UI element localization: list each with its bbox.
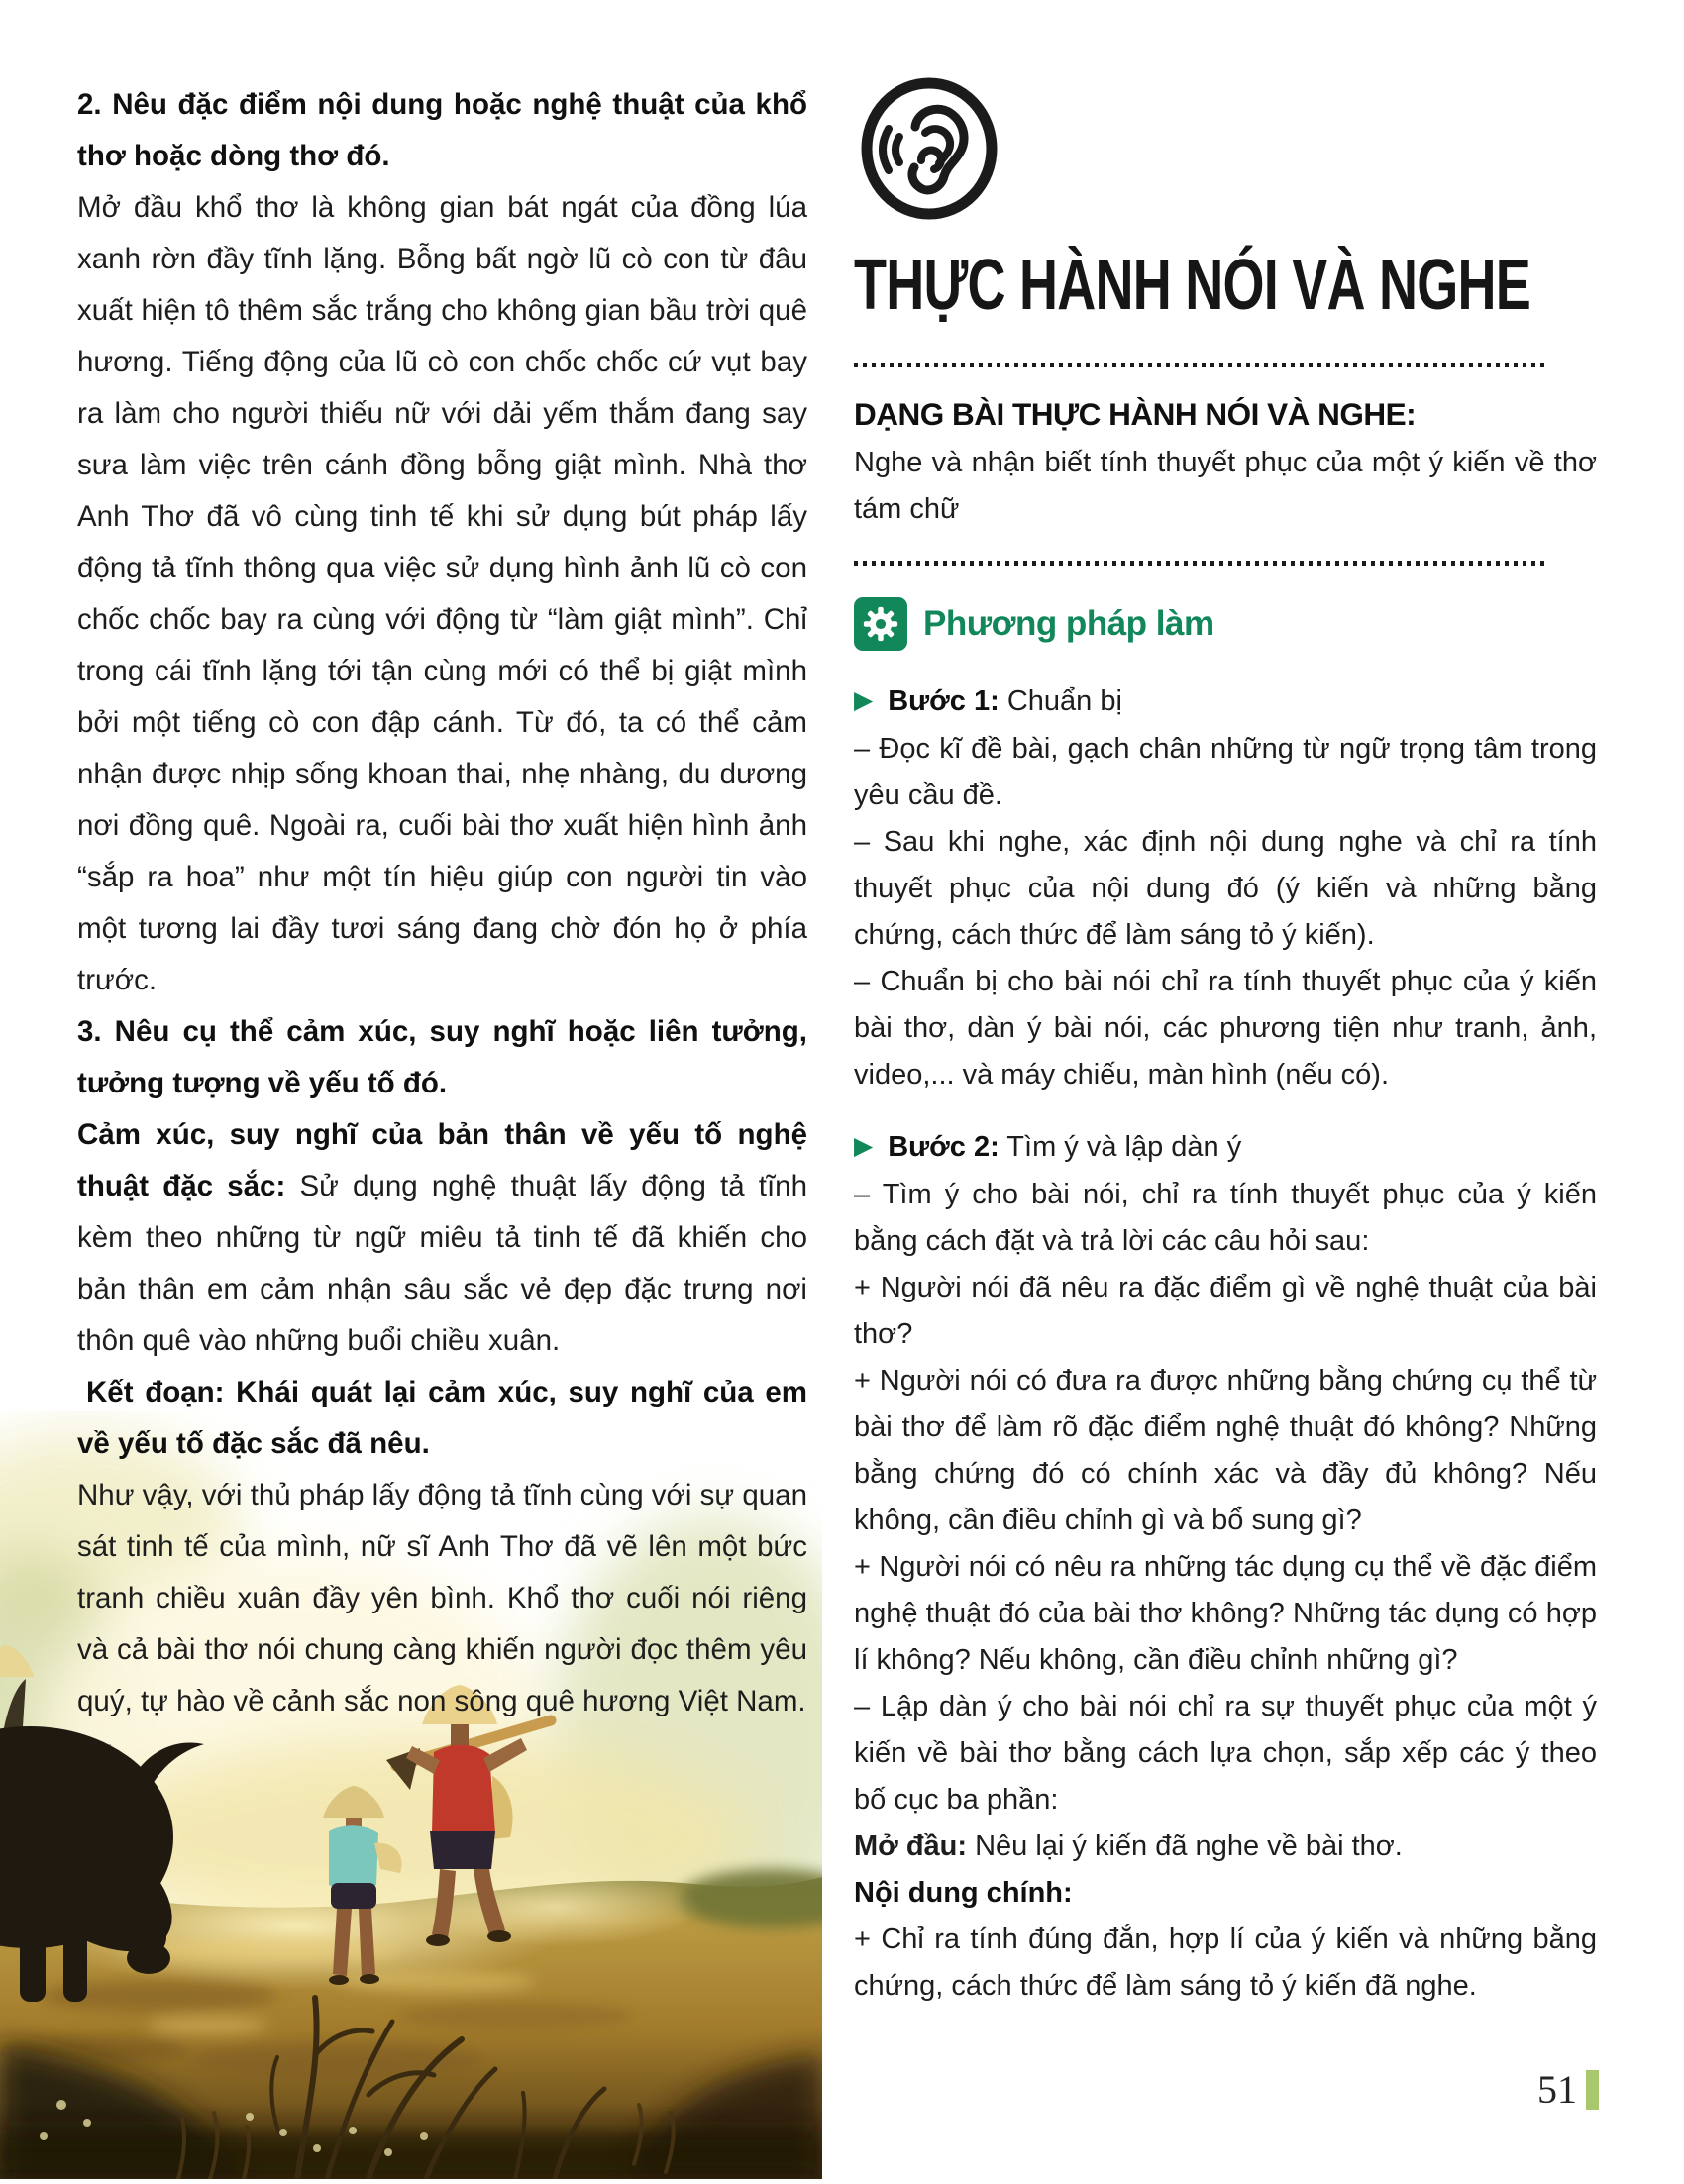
dotted-divider-top xyxy=(854,363,1544,367)
page-number: 51 xyxy=(1537,2067,1577,2112)
step-2-item: + Người nói đã nêu ra đặc điểm gì về nghệ thuật của bài thơ? xyxy=(854,1271,1597,1350)
step-1-title: Chuẩn bị xyxy=(999,684,1122,717)
item-3-body: Sử dụng nghệ thuật lấy động tả tĩnh kèm theo những từ ngữ miêu tả tinh tế đã khiến cho bản thân em cảm nhận sâu sắc vẻ đẹp đặc trưng nơi thôn quê vào những buổi chiều xuân. xyxy=(77,1170,807,1357)
step-2-item: + Người nói có đưa ra được những bằng chứng cụ thể từ bài thơ để làm rõ đặc điểm nghệ thuật đó không? Những bằng chứng đó có chính xác và đầy đủ không? Nếu không, cần điều chỉnh gì và bổ sung gì? xyxy=(854,1364,1597,1536)
right-column xyxy=(854,75,1597,2010)
triangle-bullet-icon: ▶ xyxy=(854,685,874,714)
step-1-item: – Sau khi nghe, xác định nội dung nghe và chỉ ra tính thuyết phục của nội dung đó (ý kiến và những bằng chứng, cách thức để làm sáng tỏ ý kiến). xyxy=(854,825,1597,951)
dotted-divider-bottom xyxy=(854,561,1544,566)
closing-paragraph: Như vậy, với thủ pháp lấy động tả tĩnh cùng với sự quan sát tinh tế của mình, nữ sĩ Anh Thơ đã vẽ lên một bức tranh chiều xuân đầy yên bình. Khổ thơ cuối nói riêng và cả bài thơ nói chung càng khiến người đọc thêm yêu quý, tự hào về cảnh sắc non sông quê hương Việt Nam. xyxy=(77,1479,807,1717)
conclusion-heading: Kết đoạn: Khái quát lại cảm xúc, suy nghĩ của em về yếu tố đặc sắc đã nêu. xyxy=(77,1376,807,1460)
item-2-body: Mở đầu khổ thơ là không gian bát ngát của đồng lúa xanh rờn đầy tĩnh lặng. Bỗng bất ngờ lũ cò con từ đâu xuất hiện tô thêm sắc trắng cho không gian bầu trời quê hương. Tiếng động của lũ cò con chốc chốc cứ vụt bay ra làm cho người thiếu nữ với dải yếm thắm đang say sưa làm việc trên cánh đồng bỗng giật mình. Nhà thơ Anh Thơ đã vô cùng tinh tế khi sử dụng bút pháp lấy động tả tĩnh thông qua việc sử dụng hình ảnh lũ cò con chốc chốc bay ra cùng với động từ “làm giật mình”. Chỉ trong cái tĩnh lặng tới tận cùng mới có thể bị giật mình bởi một tiếng cò con đập cánh. Từ đó, ta có thể cảm nhận được nhịp sống khoan thai, nhẹ nhàng, du dương nơi đồng quê. Ngoài ra, cuối bài thơ xuất hiện hình ảnh “sắp ra hoa” như một tín hiệu giúp con người tin vào một tương lai đầy tươi sáng đang chờ đón họ ở phía trước. xyxy=(77,191,807,996)
outline-main-label: Nội dung chính: xyxy=(854,1876,1073,1909)
method-header xyxy=(854,595,1597,653)
item-3-lead: Cảm xúc, suy nghĩ của bản thân về yếu tố nghệ thuật đặc sắc: xyxy=(77,1118,807,1202)
item-3-heading: 3. Nêu cụ thể cảm xúc, suy nghĩ hoặc liên tưởng, tưởng tượng về yếu tố đó. xyxy=(77,1015,807,1099)
step-1-label: Bước 1: xyxy=(888,684,1000,717)
page-number-area xyxy=(1537,2066,1599,2113)
step-2-heading xyxy=(854,1124,1597,1172)
step-2-item: – Lập dàn ý cho bài nói chỉ ra sự thuyết phục của một ý kiến về bài thơ bằng cách lựa chọn, sắp xếp các ý theo bố cục ba phần: xyxy=(854,1690,1597,1816)
item-3-paragraph xyxy=(77,1109,807,1367)
lesson-type-description: Nghe và nhận biết tính thuyết phục của một ý kiến về thơ tám chữ xyxy=(854,446,1597,525)
outline-opening xyxy=(854,1823,1597,1870)
left-column xyxy=(77,79,807,1727)
triangle-bullet-icon: ▶ xyxy=(854,1131,874,1160)
page-accent-bar xyxy=(1586,2070,1599,2110)
step-2-item: – Tìm ý cho bài nói, chỉ ra tính thuyết phục của ý kiến bằng cách đặt và trả lời các câu hỏi sau: xyxy=(854,1178,1597,1257)
outline-opening-label: Mở đầu: xyxy=(854,1829,968,1862)
gear-icon xyxy=(854,597,907,651)
lesson-type-heading: DẠNG BÀI THỰC HÀNH NÓI VÀ NGHE: xyxy=(854,395,1417,432)
method-title: Phương pháp làm xyxy=(923,604,1214,644)
step-1-item: – Chuẩn bị cho bài nói chỉ ra tính thuyết phục của ý kiến bài thơ, dàn ý bài nói, các phương tiện như tranh, ảnh, video,... và máy chiếu, màn hình (nếu có). xyxy=(854,965,1597,1091)
listening-ear-icon xyxy=(856,75,1002,222)
outline-main-item: + Chỉ ra tính đúng đắn, hợp lí của ý kiến và những bằng chứng, cách thức để làm sáng tỏ ý kiến đã nghe. xyxy=(854,1923,1597,2002)
step-2-title: Tìm ý và lập dàn ý xyxy=(999,1130,1242,1163)
step-2-label: Bước 2: xyxy=(888,1130,1000,1163)
section-title: THỰC HÀNH NÓI VÀ NGHE xyxy=(854,246,1531,325)
item-2-heading: 2. Nêu đặc điểm nội dung hoặc nghệ thuật của khổ thơ hoặc dòng thơ đó. xyxy=(77,88,807,172)
step-2-item: + Người nói có nêu ra những tác dụng cụ thể về đặc điểm nghệ thuật đó của bài thơ không? Những tác dụng có hợp lí không? Nếu không, cần điều chỉnh những gì? xyxy=(854,1550,1597,1676)
outline-opening-text: Nêu lại ý kiến đã nghe về bài thơ. xyxy=(967,1829,1403,1862)
step-1-item: – Đọc kĩ đề bài, gạch chân những từ ngữ trọng tâm trong yêu cầu đề. xyxy=(854,732,1597,811)
step-1-heading xyxy=(854,678,1597,726)
